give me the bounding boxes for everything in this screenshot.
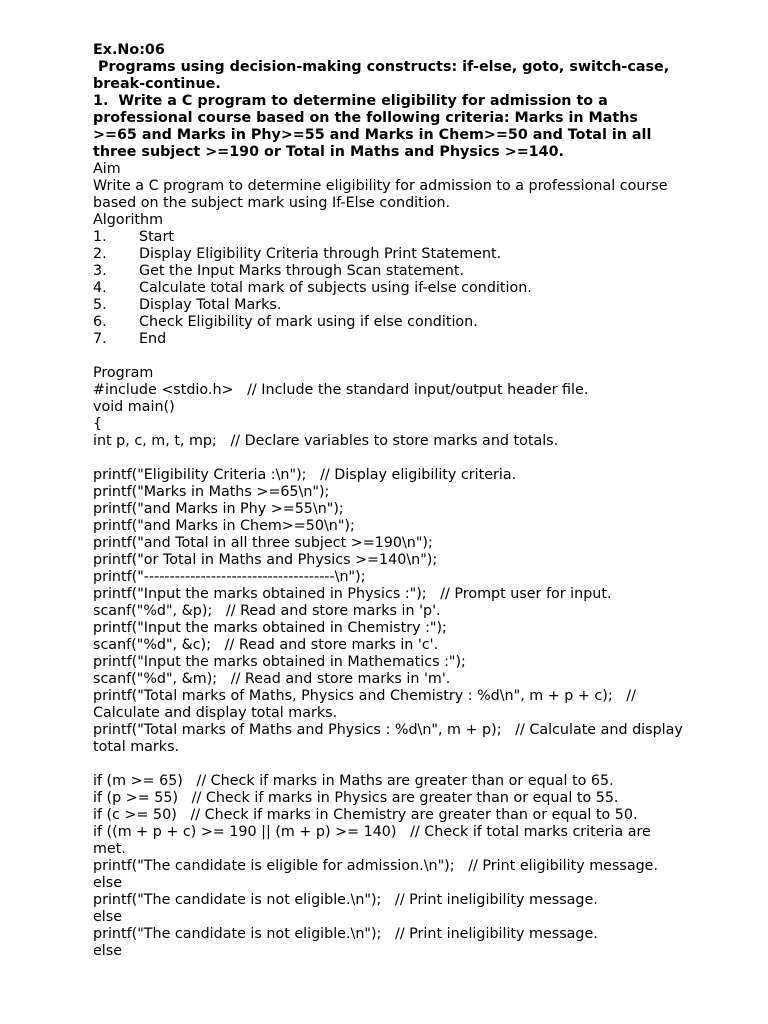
aim-text: Write a C program to determine eligibility for admission to a professional course based on the subject mark using If-Else condition. (93, 178, 673, 211)
code-line: scanf("%d", &p); // Read and store marks in 'p'. (93, 603, 441, 619)
step-number: 3. (93, 263, 107, 279)
step-text: End (139, 331, 167, 347)
aim-heading: Aim (93, 161, 121, 177)
program-heading: Program (93, 365, 154, 381)
step-text: Get the Input Marks through Scan statement. (139, 263, 465, 279)
code-line: printf("The candidate is not eligible.\n"); // Print ineligibility message. (93, 892, 598, 908)
code-line: printf("and Marks in Chem>=50\n"); (93, 518, 355, 534)
algorithm-heading: Algorithm (93, 212, 164, 228)
code-line: scanf("%d", &m); // Read and store marks in 'm'. (93, 671, 451, 687)
code-line: else (93, 943, 123, 959)
code-line: #include <stdio.h> // Include the standard input/output header file. (93, 382, 589, 398)
code-line: printf("Marks in Maths >=65\n"); (93, 484, 330, 500)
code-line: printf("Input the marks obtained in Mathematics :"); (93, 654, 466, 670)
code-line: printf("Input the marks obtained in Chemistry :"); (93, 620, 447, 636)
code-line: printf("The candidate is not eligible.\n"); // Print ineligibility message. (93, 926, 598, 942)
algorithm-steps (93, 229, 685, 348)
blank-line (93, 348, 685, 365)
exercise-number: Ex.No:06 (93, 42, 165, 58)
code-line: if ((m + p + c) >= 190 || (m + p) >= 140) // Check if total marks criteria are met. (93, 824, 656, 857)
step-text: Start (139, 229, 174, 245)
algorithm-step (93, 280, 685, 297)
code-line: printf("or Total in Maths and Physics >=140\n"); (93, 552, 438, 568)
exercise-topic: Programs using decision-making constructs: if-else, goto, switch-case, break-continue. (93, 59, 675, 92)
step-number: 4. (93, 280, 107, 296)
step-number: 1. (93, 229, 107, 245)
document-page (93, 42, 688, 960)
code-line: else (93, 875, 123, 891)
algorithm-step (93, 297, 685, 314)
step-number: 6. (93, 314, 107, 330)
code-line: { (93, 416, 103, 432)
step-number: 7. (93, 331, 107, 347)
step-text: Check Eligibility of mark using if else condition. (139, 314, 478, 330)
code-line: printf("Eligibility Criteria :\n"); // Display eligibility criteria. (93, 467, 517, 483)
algorithm-step (93, 229, 685, 246)
step-text: Calculate total mark of subjects using if-else condition. (139, 280, 532, 296)
question-text: 1. Write a C program to determine eligibility for admission to a professional course based on the following criteria: Marks in Maths >=65 and Marks in Phy>=55 and Marks in Chem>=50 and Total in all three subject >=190 or Total in Maths and Physics >=140. (93, 93, 657, 160)
step-number: 2. (93, 246, 107, 262)
code-line: printf("The candidate is eligible for admission.\n"); // Print eligibility message. (93, 858, 659, 874)
step-number: 5. (93, 297, 107, 313)
algorithm-step (93, 246, 685, 263)
algorithm-step (93, 263, 685, 280)
code-line: printf("and Marks in Phy >=55\n"); (93, 501, 344, 517)
code-line: if (m >= 65) // Check if marks in Maths are greater than or equal to 65. (93, 773, 614, 789)
code-line: if (p >= 55) // Check if marks in Physics are greater than or equal to 55. (93, 790, 619, 806)
code-line: void main() (93, 399, 175, 415)
code-line: printf("Total marks of Maths, Physics and Chemistry : %d\n", m + p + c); // Calculate and display total marks. (93, 688, 641, 721)
code-line (93, 450, 685, 467)
step-text: Display Total Marks. (139, 297, 282, 313)
program-code (93, 382, 688, 960)
code-line: scanf("%d", &c); // Read and store marks in 'c'. (93, 637, 439, 653)
code-line: printf("Input the marks obtained in Physics :"); // Prompt user for input. (93, 586, 612, 602)
algorithm-step (93, 331, 685, 348)
code-line: printf("and Total in all three subject >=190\n"); (93, 535, 433, 551)
code-line: if (c >= 50) // Check if marks in Chemistry are greater than or equal to 50. (93, 807, 638, 823)
code-line: printf("Total marks of Maths and Physics : %d\n", m + p); // Calculate and display total marks. (93, 722, 688, 755)
code-line: printf("-------------------------------------\n"); (93, 569, 366, 585)
code-line (93, 756, 685, 773)
step-text: Display Eligibility Criteria through Print Statement. (139, 246, 502, 262)
algorithm-step (93, 314, 685, 331)
code-line: else (93, 909, 123, 925)
code-line: int p, c, m, t, mp; // Declare variables to store marks and totals. (93, 433, 559, 449)
